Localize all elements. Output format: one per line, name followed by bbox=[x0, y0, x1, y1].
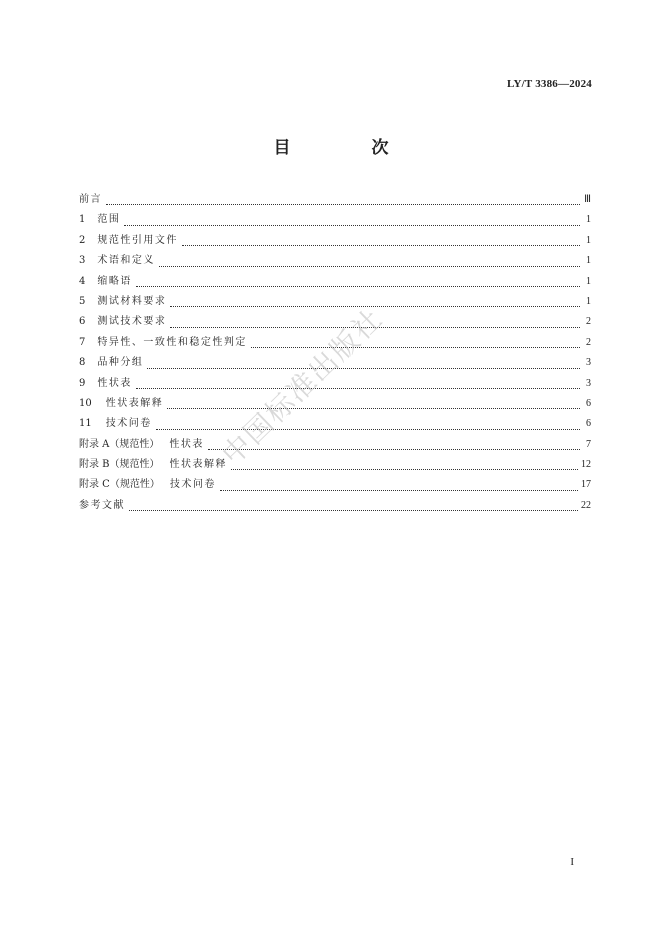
toc-entry-number: 2 bbox=[79, 234, 86, 246]
toc-entry[interactable] bbox=[79, 210, 591, 230]
toc-entry-page: 1 bbox=[586, 214, 591, 226]
toc-entry-page: 1 bbox=[586, 275, 591, 287]
dot-leader bbox=[156, 429, 580, 430]
toc-entry-label: 性状表 bbox=[169, 438, 204, 450]
toc-entry[interactable] bbox=[79, 272, 591, 292]
dot-leader bbox=[167, 408, 580, 409]
toc-entry[interactable] bbox=[79, 292, 591, 312]
toc-entry-number: 3 bbox=[79, 255, 86, 267]
toc-entry-number: 4 bbox=[79, 275, 86, 287]
toc-entry-page: 1 bbox=[586, 295, 591, 307]
toc-entry-number: 附录 C（规范性） bbox=[79, 479, 160, 491]
toc-entry-label: 性状表解释 bbox=[105, 397, 164, 409]
toc-entry[interactable] bbox=[79, 190, 591, 210]
dot-leader bbox=[170, 306, 580, 307]
toc-entry-number: 附录 B（规范性） bbox=[79, 459, 160, 471]
toc-entry-page: 12 bbox=[581, 459, 591, 471]
toc-entry[interactable] bbox=[79, 475, 591, 495]
toc-entry-page: 6 bbox=[586, 418, 591, 430]
page-number: I bbox=[570, 856, 574, 868]
dot-leader bbox=[136, 388, 580, 389]
toc-entry-number: 9 bbox=[79, 377, 86, 389]
dot-leader bbox=[159, 266, 580, 267]
toc-entry[interactable] bbox=[79, 496, 591, 516]
dot-leader bbox=[124, 225, 580, 226]
toc-entry-page: 2 bbox=[586, 336, 591, 348]
dot-leader bbox=[182, 245, 580, 246]
toc-entry-label: 性状表解释 bbox=[169, 459, 228, 471]
toc-entry-label: 规范性引用文件 bbox=[97, 234, 178, 246]
toc-entry[interactable] bbox=[79, 394, 591, 414]
dot-leader bbox=[106, 204, 580, 205]
dot-leader bbox=[251, 347, 580, 348]
toc-entry-label: 术语和定义 bbox=[97, 255, 155, 267]
dot-leader bbox=[220, 490, 578, 491]
dot-leader bbox=[129, 510, 578, 511]
toc-entry-label: 缩略语 bbox=[97, 275, 132, 287]
toc-entry-label: 品种分组 bbox=[97, 357, 144, 369]
toc-entry-page: 1 bbox=[586, 255, 591, 267]
toc-entry-label: 特异性、一致性和稳定性判定 bbox=[97, 336, 247, 348]
toc-entry-number: 5 bbox=[79, 295, 86, 307]
toc-entry-number: 1 bbox=[79, 214, 86, 226]
toc-entry-number: 10 bbox=[79, 397, 92, 409]
dot-leader bbox=[136, 286, 580, 287]
toc-entry[interactable] bbox=[79, 455, 591, 475]
toc-entry-label: 测试技术要求 bbox=[97, 316, 167, 328]
toc-entry-page: 7 bbox=[586, 438, 591, 450]
dot-leader bbox=[147, 368, 580, 369]
toc-entry-label: 性状表 bbox=[97, 377, 132, 389]
toc-entry-label: 测试材料要求 bbox=[97, 295, 167, 307]
toc-entry-number: 8 bbox=[79, 357, 86, 369]
toc-entry-number: 附录 A（规范性） bbox=[79, 438, 160, 450]
toc-entry[interactable] bbox=[79, 414, 591, 434]
toc-entry-label: 前言 bbox=[79, 193, 102, 205]
toc-entry-page: 1 bbox=[586, 234, 591, 246]
dot-leader bbox=[231, 469, 578, 470]
page-title: 目 次 bbox=[273, 138, 421, 158]
toc-entry-label: 范围 bbox=[97, 214, 121, 226]
toc-entry[interactable] bbox=[79, 231, 591, 251]
toc-entry-label: 技术问卷 bbox=[105, 418, 152, 430]
toc-entry-page: 3 bbox=[586, 357, 591, 369]
toc-entry[interactable] bbox=[79, 435, 591, 455]
toc-entry-number: 6 bbox=[79, 316, 86, 328]
toc-entry-number: 7 bbox=[79, 336, 86, 348]
toc-entry-page: 22 bbox=[581, 499, 591, 511]
publisher-watermark: 中国标准出版社 bbox=[215, 301, 390, 472]
toc-entry[interactable] bbox=[79, 251, 591, 271]
toc-entry-number: 11 bbox=[79, 418, 92, 430]
toc-entry-page: 3 bbox=[586, 377, 591, 389]
toc-entry-label: 参考文献 bbox=[79, 499, 125, 511]
toc-entry-label: 技术问卷 bbox=[169, 479, 216, 491]
toc-entry-page: Ⅲ bbox=[584, 193, 591, 205]
toc-entry-page: 2 bbox=[586, 316, 591, 328]
standard-code: LY/T 3386—2024 bbox=[506, 78, 592, 90]
toc-entry-page: 6 bbox=[586, 397, 591, 409]
toc-entry-page: 17 bbox=[581, 479, 591, 491]
